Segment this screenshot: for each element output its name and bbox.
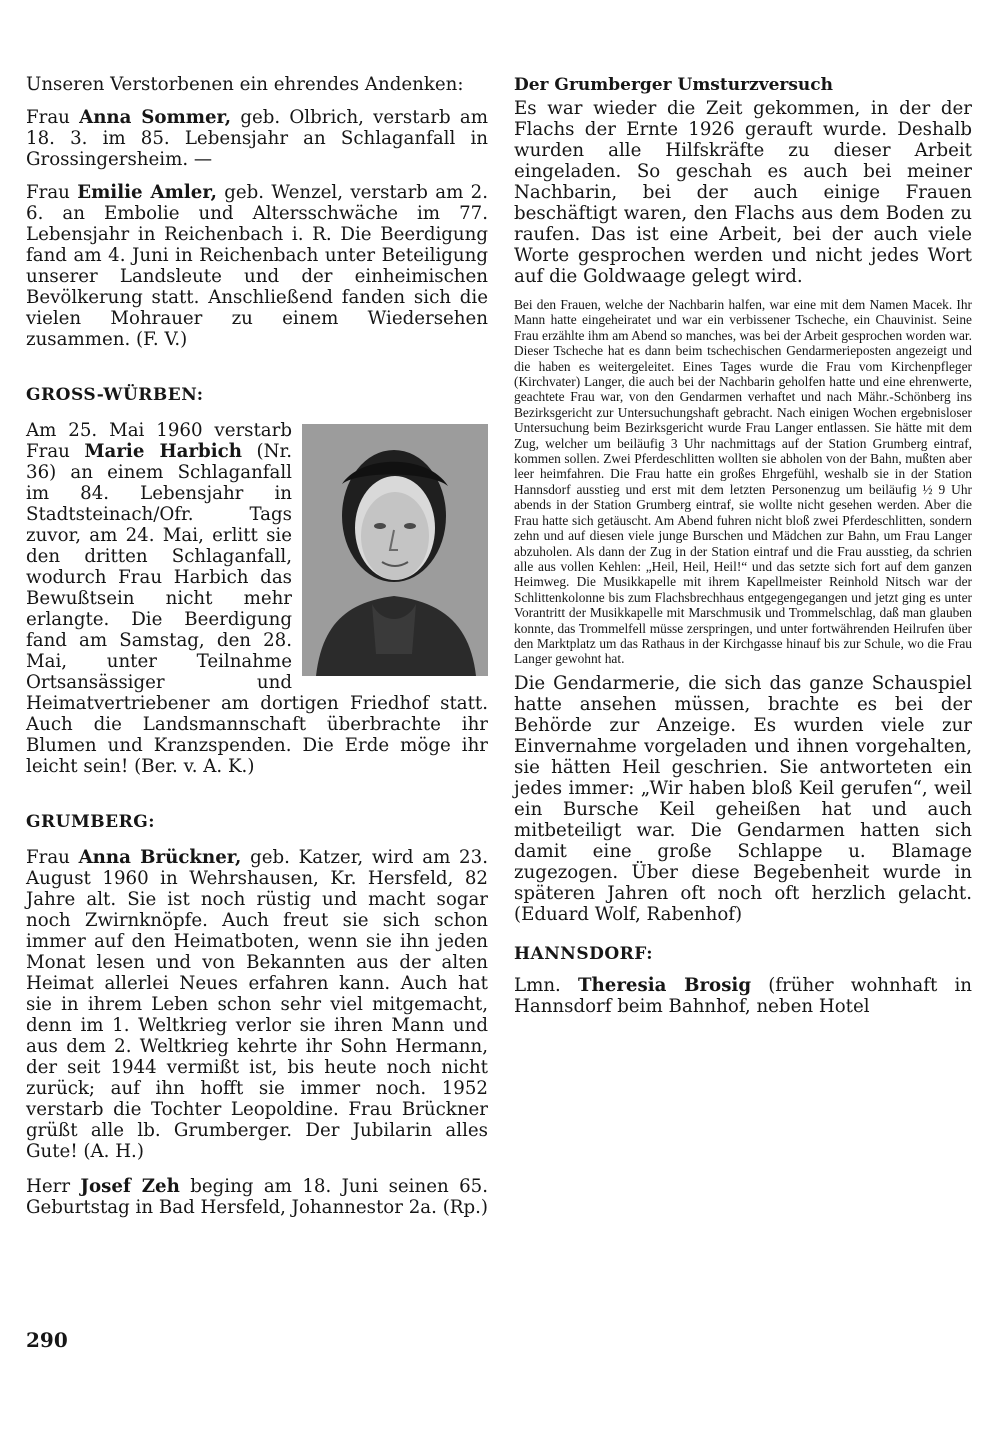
birthday-theresia-brosig: Lmn. Theresia Brosig (früher wohnhaft in Hannsdorf beim Bahnhof, neben Hotel [514, 974, 972, 1017]
article-title: Der Grumberger Umsturzversuch [514, 75, 833, 95]
article-paragraph-3: Die Gendarmerie, die sich das ganze Schauspiel hatte ansehen müssen, brachte es bei der Behörde zur Anzeige. Es wurden viele zur Einvernahme vorgeladen und ihnen vorgehalten, sie hätten Heil geschrien. Sie antworteten ein jedes immer: „Wir haben bloß Keil gerufen“, weil ein Bursche Keil geheißen hat und auch mitbeteiligt war. Die Gendarmen hatten sich damit eine große Schlappe u. Blamage zugezogen. Über diese Begebenheit wurde in späteren Jahren oft noch oft herzlich gelacht. (Eduard Wolf, Rabenhof) [514, 672, 972, 925]
section-heading-hannsdorf: HANNSDORF: [514, 943, 654, 964]
birthday-anna-brueckner: Frau Anna Brückner, geb. Katzer, wird am 23. August 1960 in Wehrshausen, Kr. Hersfeld, 82 Jahre alt. Sie ist noch rüstig und macht sogar noch Zwirnknöpfe. Auch freut sie sich schon immer auf den Heimatboten, wenn sie ihn jeden Monat lesen und von Bekannten aus der alten Heimat allerlei Neues erfahren kann. Auch hat sie in ihrem Leben schon sehr viel mitgemacht, denn im 1. Weltkrieg verlor sie ihren Mann und aus dem 2. Weltkrieg kehrte ihr Sohn Hermann, der seit 1944 vermißt ist, bis heute noch nicht zurück; auf ihn hofft sie immer noch. 1952 verstarb die Tochter Leopoldine. Frau Brückner grüßt alle lb. Grumberger. Der Jubilarin alles Gute! (A. H.) [26, 847, 488, 1162]
section-heading-grumberg: GRUMBERG: [26, 812, 156, 832]
portrait-photo [302, 424, 488, 676]
left-column [26, 74, 488, 1218]
page-number: 290 [26, 1328, 68, 1352]
person-name: Josef Zeh [80, 1176, 180, 1197]
person-name: Theresia Brosig [577, 974, 752, 996]
intro-text: Unseren Verstorbenen ein ehrendes Andenken: [26, 74, 464, 95]
person-name: Anna Brückner, [78, 847, 242, 868]
obituary-emilie-amler: Frau Emilie Amler, geb. Wenzel, verstarb am 2. 6. an Embolie und Altersschwäche im 77. Lebensjahr in Reichenbach i. R. Die Beerdigung fand am 4. Juni in Reichenbach unter Beteiligung unserer Landsleute und der einheimischen Bevölkerung statt. Anschließend fanden sich die vielen Mohrauer zu einem Wiedersehen zusammen. (F. V.) [26, 182, 488, 350]
portrait-image [302, 424, 488, 676]
person-name: Anna Sommer, [79, 107, 232, 128]
article-paragraph-1: Es war wieder die Zeit gekommen, in der der Flachs der Ernte 1926 gerauft wurde. Deshalb wurden alle Hilfskräfte zu dieser Arbeit eingeladen. So geschah es auch bei meiner Nachbarin, bei der auch einige Frauen beschäftigt waren, den Flachs aus dem Boden zu raufen. Das ist eine Arbeit, bei der auch viele Worte gesprochen werden und nicht jedes Wort auf die Goldwaage gelegt wird. [514, 98, 972, 287]
section-heading-gross-wuerben: GROSS-WÜRBEN: [26, 385, 204, 405]
person-name: Emilie Amler, [77, 182, 217, 203]
obituary-marie-harbich: Am 25. Mai 1960 verstarb Frau Marie Harbich (Nr. 36) an einem Schlaganfall im 84. Lebensjahr in Stadtsteinach/Ofr. Tags zuvor, am 24. Mai, erlitt sie den dritten Schlaganfall, wodurch Frau Harbich das Bewußtsein nicht mehr erlangte. Die Beerdigung fand am Samstag, den 28. Mai, unter Teilnahme Ortsansässiger und Heimatvertriebener am dortigen Friedhof statt. Auch die Landsmannschaft überbrachte ihr Blumen und Kranzspenden. Die Erde möge ihr leicht sein! (Ber. v. A. K.) [26, 420, 488, 777]
obituary-anna-sommer: Frau Anna Sommer, geb. Olbrich, verstarb am 18. 3. im 85. Lebensjahr an Schlaganfall in Grossingersheim. — [26, 107, 489, 170]
right-column [514, 74, 972, 1017]
person-name: Marie Harbich [84, 441, 242, 462]
article-paragraph-2: Bei den Frauen, welche der Nachbarin halfen, war eine mit dem Namen Macek. Ihr Mann hatte eingeheiratet und war ein verbissener Tscheche, ein Chauvinist. Seine Frau erzählte ihm am Abend so manches, was bei der Arbeit gesprochen worden war. Dieser Tscheche hat es dann beim tschechischen Gendarmerieposten angezeigt und die haben es weitergeleitet. Eines Tages wurde die Frau vom Kirchenpfleger (Kirchvater) Langer, die auch bei der Nachbarin geholfen hatte und eine ehrenwerte, geachtete Frau war, von den Gendarmen verhaftet und nach Mähr.-Schönberg ins Bezirksgericht zur Untersuchungshaft gebracht. Nach einigen Wochen ergebnisloser Untersuchung beim Bezirksgericht wurde Frau Langer entlassen. Sie hätte mit dem Zug, welcher um beiläufig 3 Uhr nachmittags auf der Station Grumberg eintraf, kommen sollen. Zwei Pferdeschlitten wollten sie abholen von der Bahn, mußten aber leer heimfahren. Die Frau hatte ein großes Ehrgefühl, weshalb sie in der Station Hannsdorf ausstieg und erst mit dem letzten Personenzug um beiläufig ½ 9 Uhr abends in der Station Grumberg eintraf, sie wollte nicht gesehen werden. Aber die Frau hatte sich getäuscht. Am Abend fuhren nicht bloß zwei Pferdeschlitten, sondern zehn und auf diesen viele junge Burschen und Mädchen zur Bahn, um Frau Langer abzuholen. Als dann der Zug in der Station eintraf und die Frau ausstieg, da schrien alle aus vollen Kehlen: „Heil, Heil, Heil!“ und das setzte sich fort auf dem ganzen Heimweg. Die Musikkapelle mit ihrem Kapellmeister Reinhold Nitsch war der Schlittenkolonne bis zum Flachsbrechhaus entgegengegangen und jetzt ging es unter Vorantritt der Musikkapelle mit Marschmusik und Trommelschlag, daß man glauben konnte, das Trommelfell müsse zerspringen, und unter fortwährenden Heilrufen über den Marktplatz um das Rathaus in der Kirchgasse hinauf bis zur Schule, wo die Frau Langer gewohnt hat. [514, 297, 972, 667]
birthday-josef-zeh: Herr Josef Zeh beging am 18. Juni seinen 65. Geburtstag in Bad Hersfeld, Johannestor 2a. (Rp.) [26, 1176, 489, 1218]
